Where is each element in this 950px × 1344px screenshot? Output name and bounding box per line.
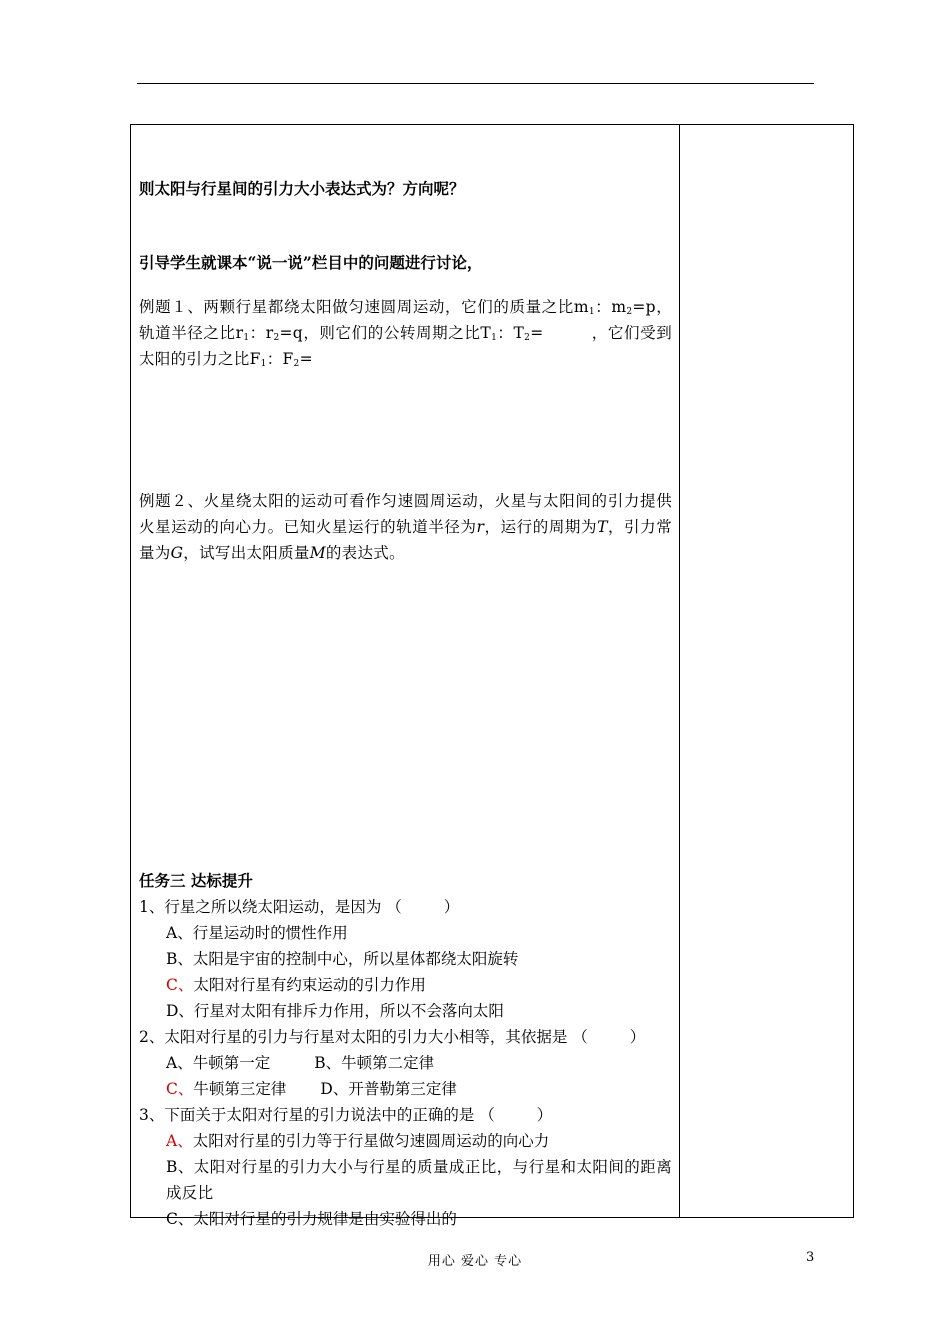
question-intro: 则太阳与行星间的引力大小表达式为？方向呢？ (139, 179, 465, 198)
question-1-option-b: B、太阳是宇宙的控制中心，所以星体都绕太阳旋转 (166, 950, 519, 968)
question-3-option-a: A、太阳对行星的引力等于行星做匀速圆周运动的向心力 (166, 1132, 550, 1150)
question-3-option-b: B、太阳对行星的引力大小与行星的质量成正比，与行星和太阳间的距离成反比 (166, 1158, 672, 1202)
header-rule (137, 83, 814, 84)
question-3-stem: 3、下面关于太阳对行星的引力说法中的正确的是 （ ） (139, 1106, 553, 1124)
question-2-options-row-2: C、牛顿第三定律 D、开普勒第三定律 (166, 1080, 457, 1098)
question-2-stem: 2、太阳对行星的引力与行星对太阳的引力大小相等，其依据是 （ ） (139, 1028, 646, 1046)
question-3-option-c: C、太阳对行星的引力规律是由实验得出的 (166, 1210, 457, 1228)
task-3-title: 任务三 达标提升 (139, 871, 253, 890)
discussion-guide: 引导学生就课本“说一说”栏目中的问题进行讨论， (139, 253, 483, 272)
answer-marker: C、 (166, 976, 194, 994)
page-number: 3 (806, 1250, 815, 1265)
example-1: 例题１、两颗行星都绕太阳做匀速圆周运动，它们的质量之比$m_1$：$m_2=p$，轨道半径之比$r_1$：$r_2=q$，则它们的公转周期之比$T_1$：$T_2=$ ，它们受到太阳的引力之比$F_1$：$F_2=$ (139, 298, 672, 369)
question-1-option-c: C、太阳对行星有约束运动的引力作用 (166, 976, 426, 994)
table-column-divider (679, 124, 680, 1218)
task-3 (139, 868, 672, 1232)
example-2: 例题２、火星绕太阳的运动可看作匀速圆周运动，火星与太阳间的引力提供火星运动的向心力。已知火星运行的轨道半径为r，运行的周期为T，引力常量为G，试写出太阳质量M的表达式。 (139, 492, 672, 562)
question-1-option-d: D、行星对太阳有排斥力作用，所以不会落向太阳 (166, 1002, 504, 1020)
question-2-options-row-1: A、牛顿第一定 B、牛顿第二定律 (166, 1054, 435, 1072)
answer-marker: A、 (166, 1132, 193, 1150)
page-footer: 用心 爱心 专心 (427, 1254, 523, 1269)
question-1-option-a: A、行星运动时的惯性作用 (166, 924, 348, 942)
answer-marker: C、 (166, 1080, 194, 1098)
question-1-stem: 1、行星之所以绕太阳运动，是因为 （ ） (139, 898, 460, 916)
